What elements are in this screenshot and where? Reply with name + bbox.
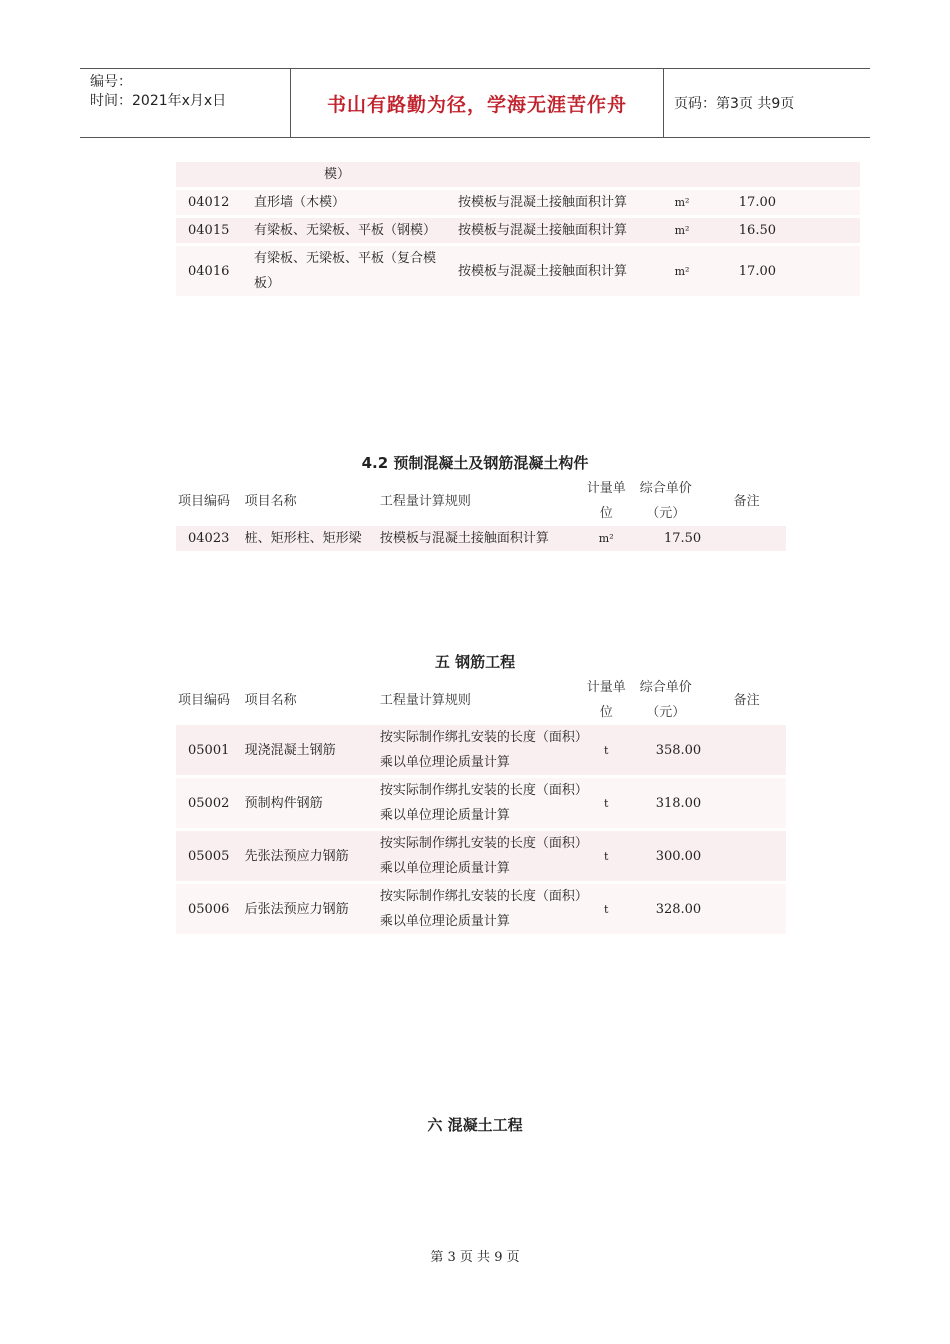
cell-note: [707, 725, 786, 775]
header-meta: [80, 69, 290, 137]
table-header-row: [176, 476, 786, 526]
cell-unit: m²: [658, 190, 706, 215]
cell-rule: 按模板与混凝土接触面积计算: [446, 218, 658, 243]
cell-name: 有梁板、无梁板、平板（钢模）: [250, 218, 446, 243]
cell-code: 05005: [176, 831, 241, 881]
header-code: 项目编码: [176, 476, 241, 526]
cell-note: [707, 831, 786, 881]
section-title-5: 五 钢筋工程: [434, 653, 516, 671]
header-note: 备注: [707, 675, 786, 725]
cell-unit: t: [582, 831, 630, 881]
table-row: [176, 725, 786, 775]
cell-name: 桩、矩形柱、矩形梁: [241, 526, 368, 551]
cell-name: 有梁板、无梁板、平板（复合模板）: [250, 246, 446, 296]
table-row: [176, 884, 786, 934]
cell-price: 17.00: [706, 246, 782, 296]
cell-code: 05002: [176, 778, 241, 828]
header-name: 项目名称: [241, 476, 368, 526]
cell-note: [707, 526, 786, 551]
table-row: [176, 162, 860, 187]
cell-unit: t: [582, 884, 630, 934]
time-label: 时间：2021年x月x日: [90, 93, 227, 109]
cell-name: 现浇混凝土钢筋: [241, 725, 368, 775]
cell-code: 04015: [176, 218, 250, 243]
header-price: 综合单价（元）: [630, 675, 707, 725]
table-row: [176, 218, 860, 243]
cell-rule: 按实际制作绑扎安装的长度（面积）乘以单位理论质量计算: [368, 831, 582, 881]
cell-rule: 按实际制作绑扎安装的长度（面积）乘以单位理论质量计算: [368, 778, 582, 828]
section-title-4-2: 4.2 预制混凝土及钢筋混凝土构件: [361, 454, 589, 472]
cell-price: 328.00: [630, 884, 707, 934]
header-note: 备注: [707, 476, 786, 526]
page-footer: 第 3 页 共 9 页: [430, 1250, 520, 1265]
cell-name: 后张法预应力钢筋: [241, 884, 368, 934]
cell-rule: 按模板与混凝土接触面积计算: [446, 246, 658, 296]
cell-code: 04023: [176, 526, 241, 551]
cell-note: [782, 218, 860, 243]
cell-price: 358.00: [630, 725, 707, 775]
cell-rule: 按模板与混凝土接触面积计算: [368, 526, 582, 551]
cell-code: [176, 162, 250, 187]
cell-price: 318.00: [630, 778, 707, 828]
cell-note: [782, 190, 860, 215]
header-unit: 计量单位: [582, 476, 630, 526]
table-formwork-continued: [176, 162, 860, 296]
page-header: [80, 68, 870, 138]
cell-code: 04012: [176, 190, 250, 215]
code-label: 编号：: [90, 74, 132, 90]
cell-unit: m²: [658, 246, 706, 296]
cell-price: 300.00: [630, 831, 707, 881]
cell-unit: [658, 162, 706, 187]
cell-rule: 按模板与混凝土接触面积计算: [446, 190, 658, 215]
section-title-6: 六 混凝土工程: [427, 1116, 523, 1134]
table-row: [176, 778, 786, 828]
table-rebar: [176, 675, 786, 934]
table-row: [176, 526, 786, 551]
header-unit: 计量单位: [582, 675, 630, 725]
cell-unit: t: [582, 725, 630, 775]
header-page-info: 页码：第3页 共9页: [674, 96, 795, 112]
table-precast: [176, 476, 786, 551]
cell-unit: t: [582, 778, 630, 828]
table-row: [176, 831, 786, 881]
cell-unit: m²: [658, 218, 706, 243]
cell-note: [707, 884, 786, 934]
header-name: 项目名称: [241, 675, 368, 725]
cell-code: 05001: [176, 725, 241, 775]
header-rule: 工程量计算规则: [368, 675, 582, 725]
header-price: 综合单价（元）: [630, 476, 707, 526]
cell-name: 先张法预应力钢筋: [241, 831, 368, 881]
table-row: [176, 246, 860, 296]
header-motto: 书山有路勤为径，学海无涯苦作舟: [290, 69, 664, 137]
header-rule: 工程量计算规则: [368, 476, 582, 526]
cell-price: 17.50: [630, 526, 707, 551]
table-header-row: [176, 675, 786, 725]
cell-price: 17.00: [706, 190, 782, 215]
table-row: [176, 190, 860, 215]
cell-note: [782, 246, 860, 296]
cell-rule: [446, 162, 658, 187]
header-code: 项目编码: [176, 675, 241, 725]
cell-name: 模）: [250, 162, 446, 187]
cell-note: [707, 778, 786, 828]
cell-unit: m²: [582, 526, 630, 551]
cell-price: 16.50: [706, 218, 782, 243]
cell-note: [782, 162, 860, 187]
cell-price: [706, 162, 782, 187]
cell-code: 04016: [176, 246, 250, 296]
cell-rule: 按实际制作绑扎安装的长度（面积）乘以单位理论质量计算: [368, 725, 582, 775]
cell-name: 预制构件钢筋: [241, 778, 368, 828]
cell-code: 05006: [176, 884, 241, 934]
cell-name: 直形墙（木模）: [250, 190, 446, 215]
cell-rule: 按实际制作绑扎安装的长度（面积）乘以单位理论质量计算: [368, 884, 582, 934]
